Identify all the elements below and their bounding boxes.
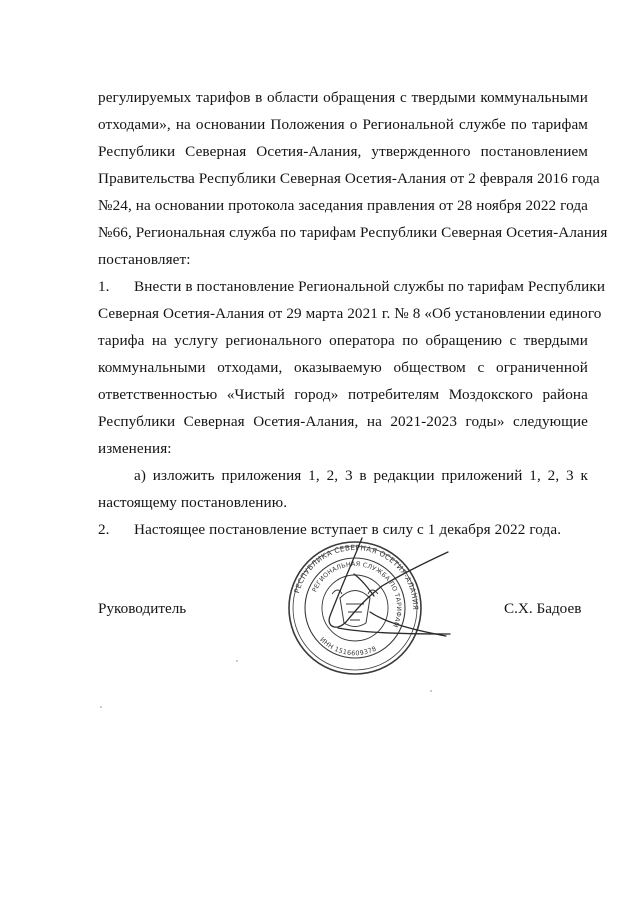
item-1-line: тарифа на услугу регионального оператора по обращению с твердыми <box>98 332 588 349</box>
item-1-line: коммунальными отходами, оказываемую обществом с ограниченной <box>98 359 588 376</box>
seal-inner-text: РЕГИОНАЛЬНАЯ СЛУЖБА ПО ТАРИФАМ <box>311 560 403 629</box>
intro-line: отходами», на основании Положения о Региональной службе по тарифам <box>98 116 588 133</box>
item-1-line: Северная Осетия-Алания от 29 марта 2021 г. № 8 «Об установлении единого <box>98 305 602 322</box>
scan-speck <box>236 660 238 662</box>
signatory-name: С.Х. Бадоев <box>504 600 582 617</box>
intro-line: №24, на основании протокола заседания правления от 28 ноября 2022 года <box>98 197 589 214</box>
intro-line: Республики Северная Осетия-Алания, утвержденного постановлением <box>98 143 588 160</box>
item-2-text: Настоящее постановление вступает в силу с 1 декабря 2022 года. <box>134 521 562 538</box>
item-1-line: Республики Северная Осетия-Алания, на 2021-2023 годы» следующие <box>98 413 588 430</box>
item-1-line: ответственностью «Чистый город» потребителям Моздокского района <box>98 386 588 403</box>
seal-bottom-text: ИНН 1516609378 <box>318 635 378 658</box>
item-1-line: Внести в постановление Региональной службы по тарифам Республики <box>134 278 606 295</box>
intro-line: №66, Региональная служба по тарифам Республики Северная Осетия-Алания <box>98 224 608 241</box>
official-seal-stamp <box>270 528 460 688</box>
intro-line: регулируемых тарифов в области обращения с твердыми коммунальными <box>98 89 588 106</box>
item-1-line: изменения: <box>98 440 172 457</box>
scan-speck <box>430 690 432 692</box>
item-2-number: 2. <box>98 521 110 538</box>
seal-outer-text: РЕСПУБЛИКА СЕВЕРНАЯ ОСЕТИЯ-АЛАНИЯ <box>292 542 421 611</box>
signatory-role: Руководитель <box>98 600 187 617</box>
intro-line: постановляет: <box>98 251 191 268</box>
intro-line: Правительства Республики Северная Осетия-Алания от 2 февраля 2016 года <box>98 170 600 187</box>
subitem-a-line: а) изложить приложения 1, 2, 3 в редакции приложений 1, 2, 3 к <box>134 467 588 484</box>
scan-speck <box>100 706 102 708</box>
subitem-a-line: настоящему постановлению. <box>98 494 288 511</box>
item-1-number: 1. <box>98 278 110 295</box>
